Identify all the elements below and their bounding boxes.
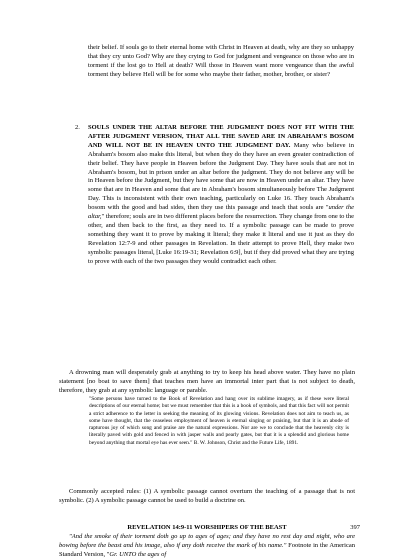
list-item-body-a: Many who believe in Abraham's bosom also make this literal, but when they do they have an even greater contradiction of their belief. They have people in Heaven before the Judgment Day. They have souls that are not in Abraham's bosom, but in prison under an altar before the judgment. They do not believe any will be in Heaven before the Judgment, but they have some that are now in Heaven under an altar. They have some that are in Heaven and some that are in Abraham's bosom simultaneously before The Judgment Day. This is inconsistent with their own teaching, particularly on Luke 16. They teach Abraham's bosom with the good and bad sides, then they use this passage and teach that souls are " [88,141,354,212]
continuation-paragraph: their belief. If souls go to their eternal home with Christ in Heaven at death, why are they so unhappy that they cry unto God? Why are they crying to God for judgment and vengeance on those who are in torment if the lost go to Hell at death? Will those in Heaven want more vengeance than the awful torment they believe Hell will be for some who maybe their father, mother, brother, or sister? [88,44,354,78]
section-heading: REVELATION 14:9-11 WORSHIPERS OF THE BEAST [127,524,287,531]
drowning-man-paragraph [59,369,355,396]
page-number: 397 [350,524,360,531]
footnote-greek: Gr. UNTO the ages of [109,550,167,558]
revelation-quote: "And the smoke of their torment doth go up to ages of ages; and they have no rest day and night, who are bowing before the beast and his image, also if any doth receive the mark of his name." [59,533,355,549]
revelation-paragraph [59,533,355,560]
johnson-quote: "Some persons have turned to the Book of Revelation and hang over its sublime imagery, as if these were literal descriptions of our eternal home; but we must remember that this is a book of symbols, and that this fact will not permit a strict adherence to the letter in seeking the meaning of its glowing visions. Revelation does not aim to teach us, as some have thought, that the ceaseless employment of heaven is eternal singing or praising, but that it is an abode of rapturous joy of which song and praise are the natural expressions. Nor are we to conclude that the heavenly city is literally paved with gold and fenced in with jasper walls and pearly gates, but that it is a splendid and glorious home beyond anything that mortal eye has ever seen." B. W. Johnson, Christ and the Future Life, 1891. [89,396,349,446]
list-item-body-italic: under the altar, [88,204,354,221]
drowning-man-text: A drowning man will desperately grab at anything to try to keep his head above water. They have no plain statement [no boat to save them] that teaches men have an immortal inter part that is not subject to death, therefore, they grab at any symbolic language or parable. [59,369,355,394]
list-item-number: 2. [75,124,80,131]
list-item-body-b: " therefore; souls are in two different places before the resurrection. They change from one to the other, and then back to the first, as they need to. If a symbolic passage can be made to prove something they want it to prove by making it literal; they make it literal and use it just as they do Revelation 12:7-9 and other passages in Revelation. In their attempt to prove Hell, they make two symbolic passages literal, [Luke 16:19-31; Revelation 6:9], but if they did proved what they are trying to prove with each of the two passages they would contradict each other. [88,213,354,265]
footnote-intro: Footnote in the American Standard Version, " [59,541,355,558]
rules-text: Commonly accepted rules: (1) A symbolic passage cannot overturn the teaching of a passage that is not symbolic. (2) A symbolic passage cannot be used to build a doctrine on. [59,488,355,504]
rules-paragraph [59,488,355,506]
list-item-heading: SOULS UNDER THE ALTAR BEFORE THE JUDGMENT DOES NOT FIT WITH THE AFTER JUDGMENT VERSION, THAT ALL THE SAVED ARE IN ABRAHAM'S BOSOM AND WILL NOT BE IN HEAVEN UNTO THE JUDGMENT DAY. [88,124,354,149]
list-item-2 [75,124,354,267]
